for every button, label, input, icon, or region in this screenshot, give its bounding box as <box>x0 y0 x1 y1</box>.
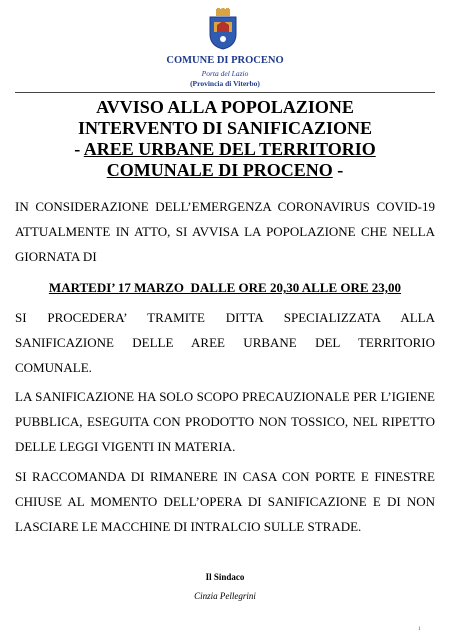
page-number: 1 <box>418 627 421 632</box>
municipality-motto: Porta del Lazio <box>201 69 249 78</box>
notice-title <box>20 97 430 181</box>
title-line-3-underlined: AREE URBANE DEL TERRITORIO <box>83 139 376 159</box>
header-divider <box>15 92 435 93</box>
paragraph-procedure: SI PROCEDERA’ TRAMITE DITTA SPECIALIZZATA ALLA SANIFICAZIONE DELLE AREE URBANE DEL TERRITORIO COMUNALE. <box>15 310 435 375</box>
title-line-2: INTERVENTO DI SANIFICAZIONE <box>77 118 373 138</box>
title-line-3 <box>20 139 430 160</box>
signature-name: Cinzia Pellegrini <box>194 591 256 601</box>
title-line-4-suffix: - <box>332 160 344 180</box>
title-line-1: AVVISO ALLA POPOLAZIONE <box>96 97 354 117</box>
municipal-crest-icon <box>206 8 240 50</box>
title-line-4 <box>20 160 430 181</box>
province-label: (Provincia di Viterbo) <box>190 79 260 88</box>
title-line-3-prefix: - <box>74 139 84 159</box>
title-line-4-underlined: COMUNALE DI PROCENO <box>106 160 333 180</box>
signature-role: Il Sindaco <box>205 572 245 582</box>
date-time-line: MARTEDI’ 17 MARZO DALLE ORE 20,30 ALLE ORE 23,00 <box>48 280 402 295</box>
paragraph-recommendation: SI RACCOMANDA DI RIMANERE IN CASA CON PORTE E FINESTRE CHIUSE AL MOMENTO DELL’OPERA DI SANIFICAZIONE E DI NON LASCIARE LE MACCHINE DI INTRALCIO SULLE STRADE. <box>15 469 435 534</box>
paragraph-precaution: LA SANIFICAZIONE HA SOLO SCOPO PRECAUZIONALE PER L’IGIENE PUBBLICA, ESEGUITA CON PRODOTTO NON TOSSICO, NEL RIPETTO DELLE LEGGI VIGENTI IN MATERIA. <box>15 389 435 454</box>
paragraph-intro: IN CONSIDERAZIONE DELL’EMERGENZA CORONAVIRUS COVID-19 ATTUALMENTE IN ATTO, SI AVVISA LA POPOLAZIONE CHE NELLA GIORNATA DI <box>15 199 435 264</box>
municipality-name: COMUNE DI PROCENO <box>166 55 284 66</box>
